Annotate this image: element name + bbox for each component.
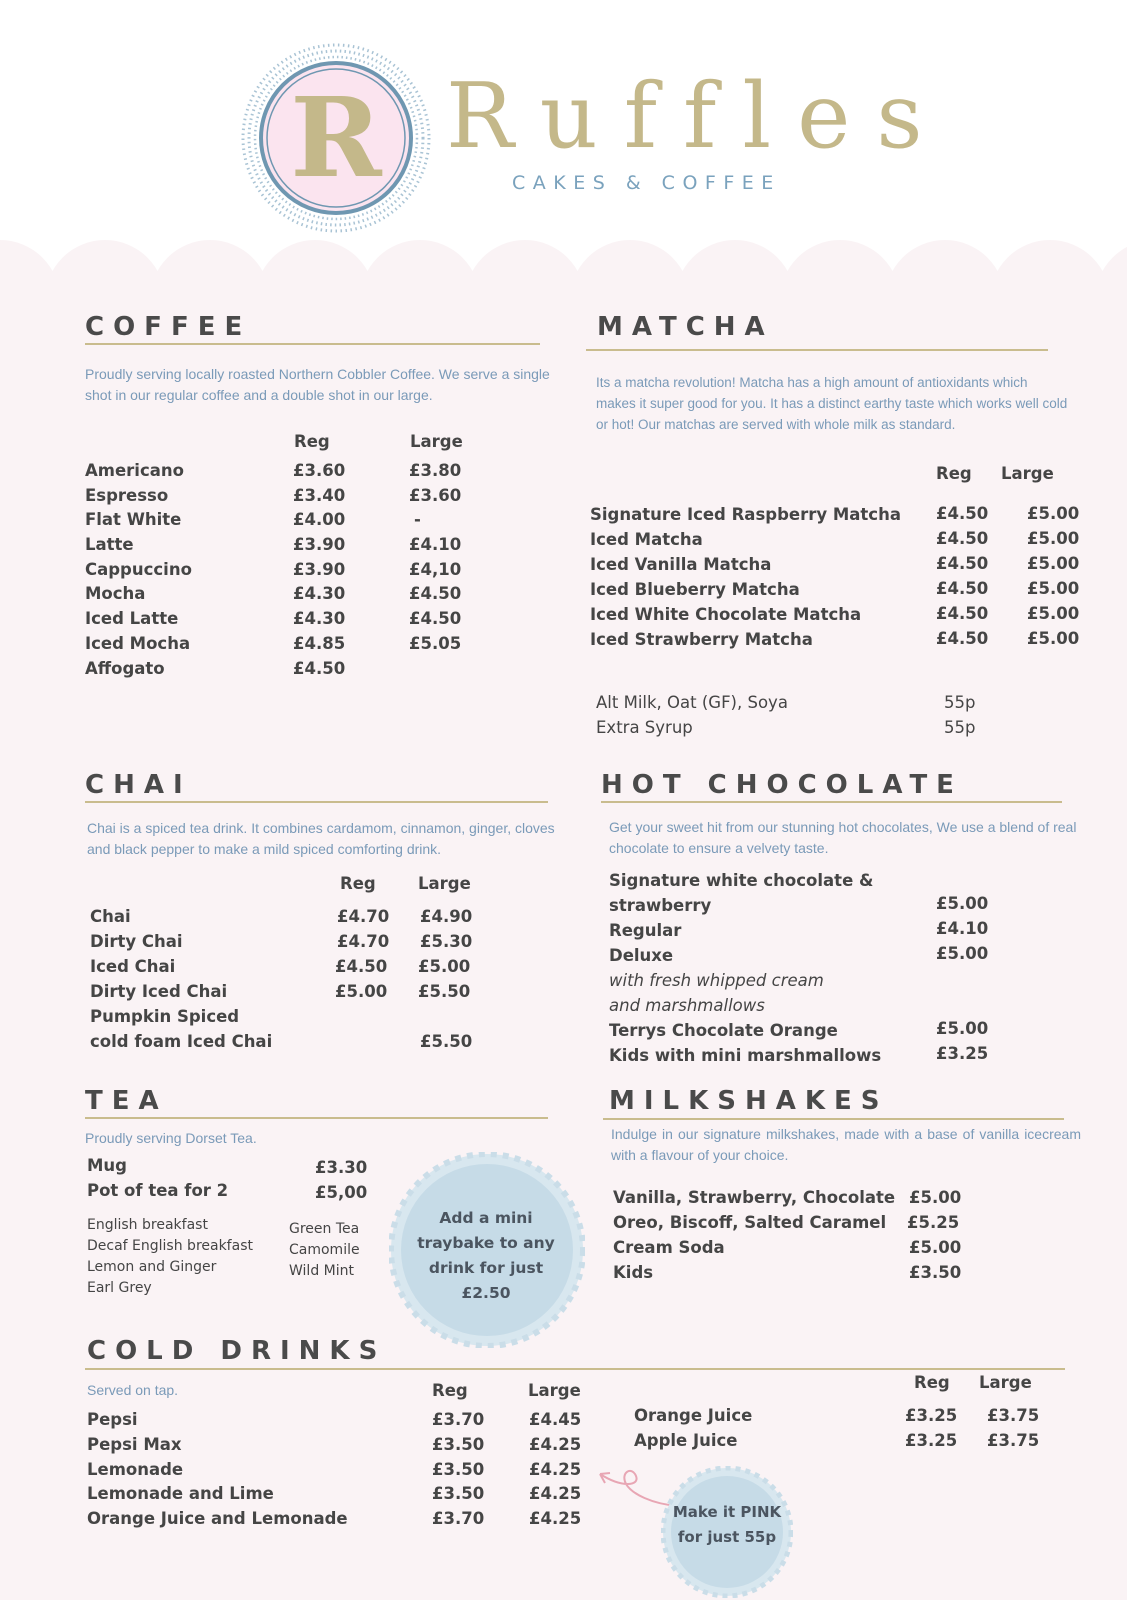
hot-chocolate-deluxe: Deluxe [609, 946, 674, 965]
milkshakes-title: MILKSHAKES [609, 1086, 889, 1116]
cold-drink-name: Orange Juice and Lemonade [87, 1509, 348, 1528]
tea-variety: Decaf English breakfast [87, 1238, 253, 1254]
matcha-item-name: Iced Blueberry Matcha [590, 580, 800, 599]
traybake-line: £2.50 [461, 1284, 511, 1302]
hot-chocolate-description: Get your sweet hit from our stunning hot chocolates, We use a blend of real chocolate to ensure a velvety taste. [609, 819, 1077, 856]
tea-variety: Green Tea [289, 1221, 360, 1237]
coffee-item-name: Americano [85, 461, 184, 480]
hot-chocolate-signature-1: Signature white chocolate & [609, 871, 874, 890]
cold-drink-large: £4.45 [529, 1410, 582, 1429]
tea-title: TEA [85, 1086, 168, 1116]
cold-drink-reg: £3.50 [432, 1460, 485, 1479]
coffee-item-reg: £4.85 [293, 634, 346, 653]
matcha-item-reg: £4.50 [936, 529, 989, 548]
chai-item-reg: £4.70 [337, 907, 390, 926]
milkshake-item-price: £5.00 [909, 1238, 962, 1257]
chai-description: Chai is a spiced tea drink. It combines cardamom, cinnamon, ginger, cloves and black pepper to make a mild spiced comforting drink. [87, 820, 555, 857]
milkshakes-rule [603, 1118, 1064, 1120]
hot-chocolate-title: HOT CHOCOLATE [601, 770, 963, 800]
coffee-item-large: £3.60 [409, 486, 462, 505]
cold-drink-large: £4.25 [529, 1509, 582, 1528]
coffee-item-reg: £4.00 [293, 510, 346, 529]
matcha-item-reg: £4.50 [936, 579, 989, 598]
matcha-item-name: Iced Vanilla Matcha [590, 555, 772, 574]
coffee-item-name: Iced Latte [85, 609, 179, 628]
hot-chocolate-kids: Kids with mini marshmallows [609, 1046, 882, 1065]
tea-variety: Earl Grey [87, 1280, 152, 1296]
coffee-item-name: Iced Mocha [85, 634, 191, 653]
matcha-extra-name: Alt Milk, Oat (GF), Soya [596, 693, 788, 712]
tea-item-price: £5,00 [315, 1183, 368, 1202]
cold-drink-name: Lemonade [87, 1460, 184, 1479]
milkshake-item-name: Cream Soda [613, 1238, 725, 1257]
coffee-item-large: £4.10 [409, 535, 462, 554]
matcha-item-large: £5.00 [1027, 529, 1080, 548]
coffee-description: Proudly serving locally roasted Northern Cobbler Coffee. We serve a single shot in our regular coffee and a double shot in our large. [85, 366, 550, 403]
matcha-item-large: £5.00 [1027, 604, 1080, 623]
matcha-item-name: Signature Iced Raspberry Matcha [590, 505, 901, 524]
cold-drink-large: £4.25 [529, 1460, 582, 1479]
tea-rule [85, 1117, 548, 1119]
coffee-item-reg: £3.40 [293, 486, 346, 505]
traybake-line: traybake to any [417, 1234, 555, 1252]
cold-drink-reg: £3.50 [432, 1435, 485, 1454]
tea-variety: Wild Mint [289, 1263, 354, 1279]
juice-reg: £3.25 [905, 1406, 958, 1425]
cold-drinks-col-large: Large [528, 1381, 581, 1400]
milkshake-item-price: £5.25 [907, 1213, 960, 1232]
milkshake-item-price: £5.00 [909, 1188, 962, 1207]
cold-drink-large: £4.25 [529, 1484, 582, 1503]
cold-drink-name: Pepsi Max [87, 1435, 182, 1454]
milkshakes-description: Indulge in our signature milkshakes, made with a base of vanilla icecream with a flavour of your choice. [611, 1126, 1081, 1163]
coffee-item-name: Affogato [85, 659, 165, 678]
chai-item-name: Dirty Iced Chai [90, 982, 228, 1001]
cold-drink-name: Pepsi [87, 1410, 138, 1429]
juice-name: Orange Juice [634, 1406, 753, 1425]
chai-item-name: Chai [90, 907, 131, 926]
traybake-offer-text [400, 1206, 572, 1306]
coffee-item-name: Flat White [85, 510, 182, 529]
tea-variety: Camomile [289, 1242, 360, 1258]
coffee-rule [85, 343, 540, 345]
coffee-item-name: Espresso [85, 486, 169, 505]
hot-chocolate-deluxe-price: £5.00 [936, 944, 989, 963]
traybake-line: Add a mini [439, 1209, 533, 1227]
chai-col-reg: Reg [340, 874, 376, 893]
hot-chocolate-regular-price: £4.10 [936, 919, 989, 938]
coffee-item-reg: £4.30 [293, 584, 346, 603]
cold-drink-name: Lemonade and Lime [87, 1484, 274, 1503]
chai-item-large: £5.30 [420, 932, 473, 951]
cold-drinks-title: COLD DRINKS [87, 1336, 387, 1366]
chai-item-name: Iced Chai [90, 957, 176, 976]
coffee-col-reg: Reg [294, 432, 330, 451]
tea-variety: Lemon and Ginger [87, 1259, 217, 1275]
coffee-item-large: £4.50 [409, 609, 462, 628]
matcha-extra-name: Extra Syrup [596, 718, 693, 737]
hot-chocolate-deluxe-note-2: and marshmallows [609, 996, 765, 1015]
pink-offer-line: for just 55p [677, 1528, 777, 1546]
hot-chocolate-deluxe-note-1: with fresh whipped cream [609, 971, 824, 990]
chai-item-reg: £5.00 [335, 982, 388, 1001]
chai-item-large: £5.50 [418, 982, 471, 1001]
coffee-item-name: Cappuccino [85, 560, 192, 579]
chai-item-large: £5.00 [418, 957, 471, 976]
hot-chocolate-terrys-price: £5.00 [936, 1019, 989, 1038]
hot-chocolate-regular: Regular [609, 921, 682, 940]
coffee-item-large: - [414, 510, 421, 529]
brand-tagline: CAKES & COFFEE [512, 172, 781, 194]
matcha-col-large: Large [1001, 464, 1054, 483]
cold-drink-reg: £3.70 [432, 1410, 485, 1429]
milkshake-item-name: Kids [613, 1263, 654, 1282]
matcha-item-reg: £4.50 [936, 504, 989, 523]
tea-item-name: Pot of tea for 2 [87, 1181, 229, 1200]
chai-col-large: Large [418, 874, 471, 893]
cold-drinks-description: Served on tap. [87, 1382, 179, 1398]
juice-col-large: Large [979, 1373, 1032, 1392]
coffee-item-reg: £3.90 [293, 560, 346, 579]
hot-chocolate-rule [601, 801, 1062, 803]
chai-item-name: Dirty Chai [90, 932, 183, 951]
matcha-description: Its a matcha revolution! Matcha has a high amount of antioxidants which makes it super good for you. It has a distinct earthy taste which works well cold or hot! Our matchas are served with whole milk as standard. [596, 375, 1068, 432]
matcha-item-large: £5.00 [1027, 579, 1080, 598]
milkshake-item-price: £3.50 [909, 1263, 962, 1282]
chai-pumpkin-price: £5.50 [420, 1032, 473, 1051]
logo-badge [240, 42, 432, 234]
matcha-item-large: £5.00 [1027, 554, 1080, 573]
coffee-item-large: £4.50 [409, 584, 462, 603]
logo-monogram: R [290, 73, 382, 202]
chai-pumpkin-name-2: cold foam Iced Chai [90, 1032, 273, 1051]
matcha-item-reg: £4.50 [936, 629, 989, 648]
coffee-item-name: Mocha [85, 584, 146, 603]
traybake-line: drink for just [428, 1259, 544, 1277]
matcha-item-reg: £4.50 [936, 604, 989, 623]
matcha-extra-price: 55p [944, 693, 976, 712]
pink-offer-line: Make it PINK [672, 1503, 782, 1521]
pink-offer-text [662, 1500, 792, 1550]
hot-chocolate-signature-2: strawberry [609, 896, 712, 915]
coffee-item-reg: £3.60 [293, 461, 346, 480]
matcha-col-reg: Reg [936, 464, 972, 483]
coffee-item-large: £4,10 [409, 560, 462, 579]
brand-name: Ruffles [446, 64, 949, 169]
hot-chocolate-kids-price: £3.25 [936, 1044, 989, 1063]
matcha-item-reg: £4.50 [936, 554, 989, 573]
coffee-item-large: £3.80 [409, 461, 462, 480]
tea-item-price: £3.30 [315, 1158, 368, 1177]
juice-large: £3.75 [987, 1431, 1040, 1450]
milkshake-item-name: Oreo, Biscoff, Salted Caramel [613, 1213, 887, 1232]
matcha-item-large: £5.00 [1027, 504, 1080, 523]
matcha-item-name: Iced Strawberry Matcha [590, 630, 813, 649]
hot-chocolate-signature-price: £5.00 [936, 894, 989, 913]
tea-description: Proudly serving Dorset Tea. [85, 1130, 257, 1146]
chai-item-large: £4.90 [420, 907, 473, 926]
cold-drinks-col-reg: Reg [432, 1381, 468, 1400]
matcha-item-name: Iced White Chocolate Matcha [590, 605, 862, 624]
chai-item-reg: £4.70 [337, 932, 390, 951]
coffee-title: COFFEE [85, 312, 252, 342]
cold-drink-reg: £3.50 [432, 1484, 485, 1503]
coffee-item-large: £5.05 [409, 634, 462, 653]
hot-chocolate-terrys: Terrys Chocolate Orange [609, 1021, 838, 1040]
chai-rule [85, 801, 548, 803]
coffee-item-name: Latte [85, 535, 134, 554]
matcha-title: MATCHA [597, 312, 774, 342]
juice-name: Apple Juice [634, 1431, 738, 1450]
chai-item-reg: £4.50 [335, 957, 388, 976]
juice-large: £3.75 [987, 1406, 1040, 1425]
coffee-item-reg: £3.90 [293, 535, 346, 554]
cold-drink-reg: £3.70 [432, 1509, 485, 1528]
coffee-item-reg: £4.30 [293, 609, 346, 628]
matcha-extra-price: 55p [944, 718, 976, 737]
coffee-item-reg: £4.50 [293, 659, 346, 678]
matcha-rule [586, 349, 1048, 351]
cold-drinks-rule [85, 1368, 1065, 1370]
cold-drink-large: £4.25 [529, 1435, 582, 1454]
coffee-col-large: Large [410, 432, 463, 451]
tea-item-name: Mug [87, 1156, 127, 1175]
juice-reg: £3.25 [905, 1431, 958, 1450]
milkshake-item-name: Vanilla, Strawberry, Chocolate [613, 1188, 896, 1207]
matcha-item-name: Iced Matcha [590, 530, 703, 549]
chai-title: CHAI [85, 770, 192, 800]
matcha-item-large: £5.00 [1027, 629, 1080, 648]
chai-pumpkin-name-1: Pumpkin Spiced [90, 1007, 240, 1026]
tea-variety: English breakfast [87, 1217, 208, 1233]
juice-col-reg: Reg [914, 1373, 950, 1392]
